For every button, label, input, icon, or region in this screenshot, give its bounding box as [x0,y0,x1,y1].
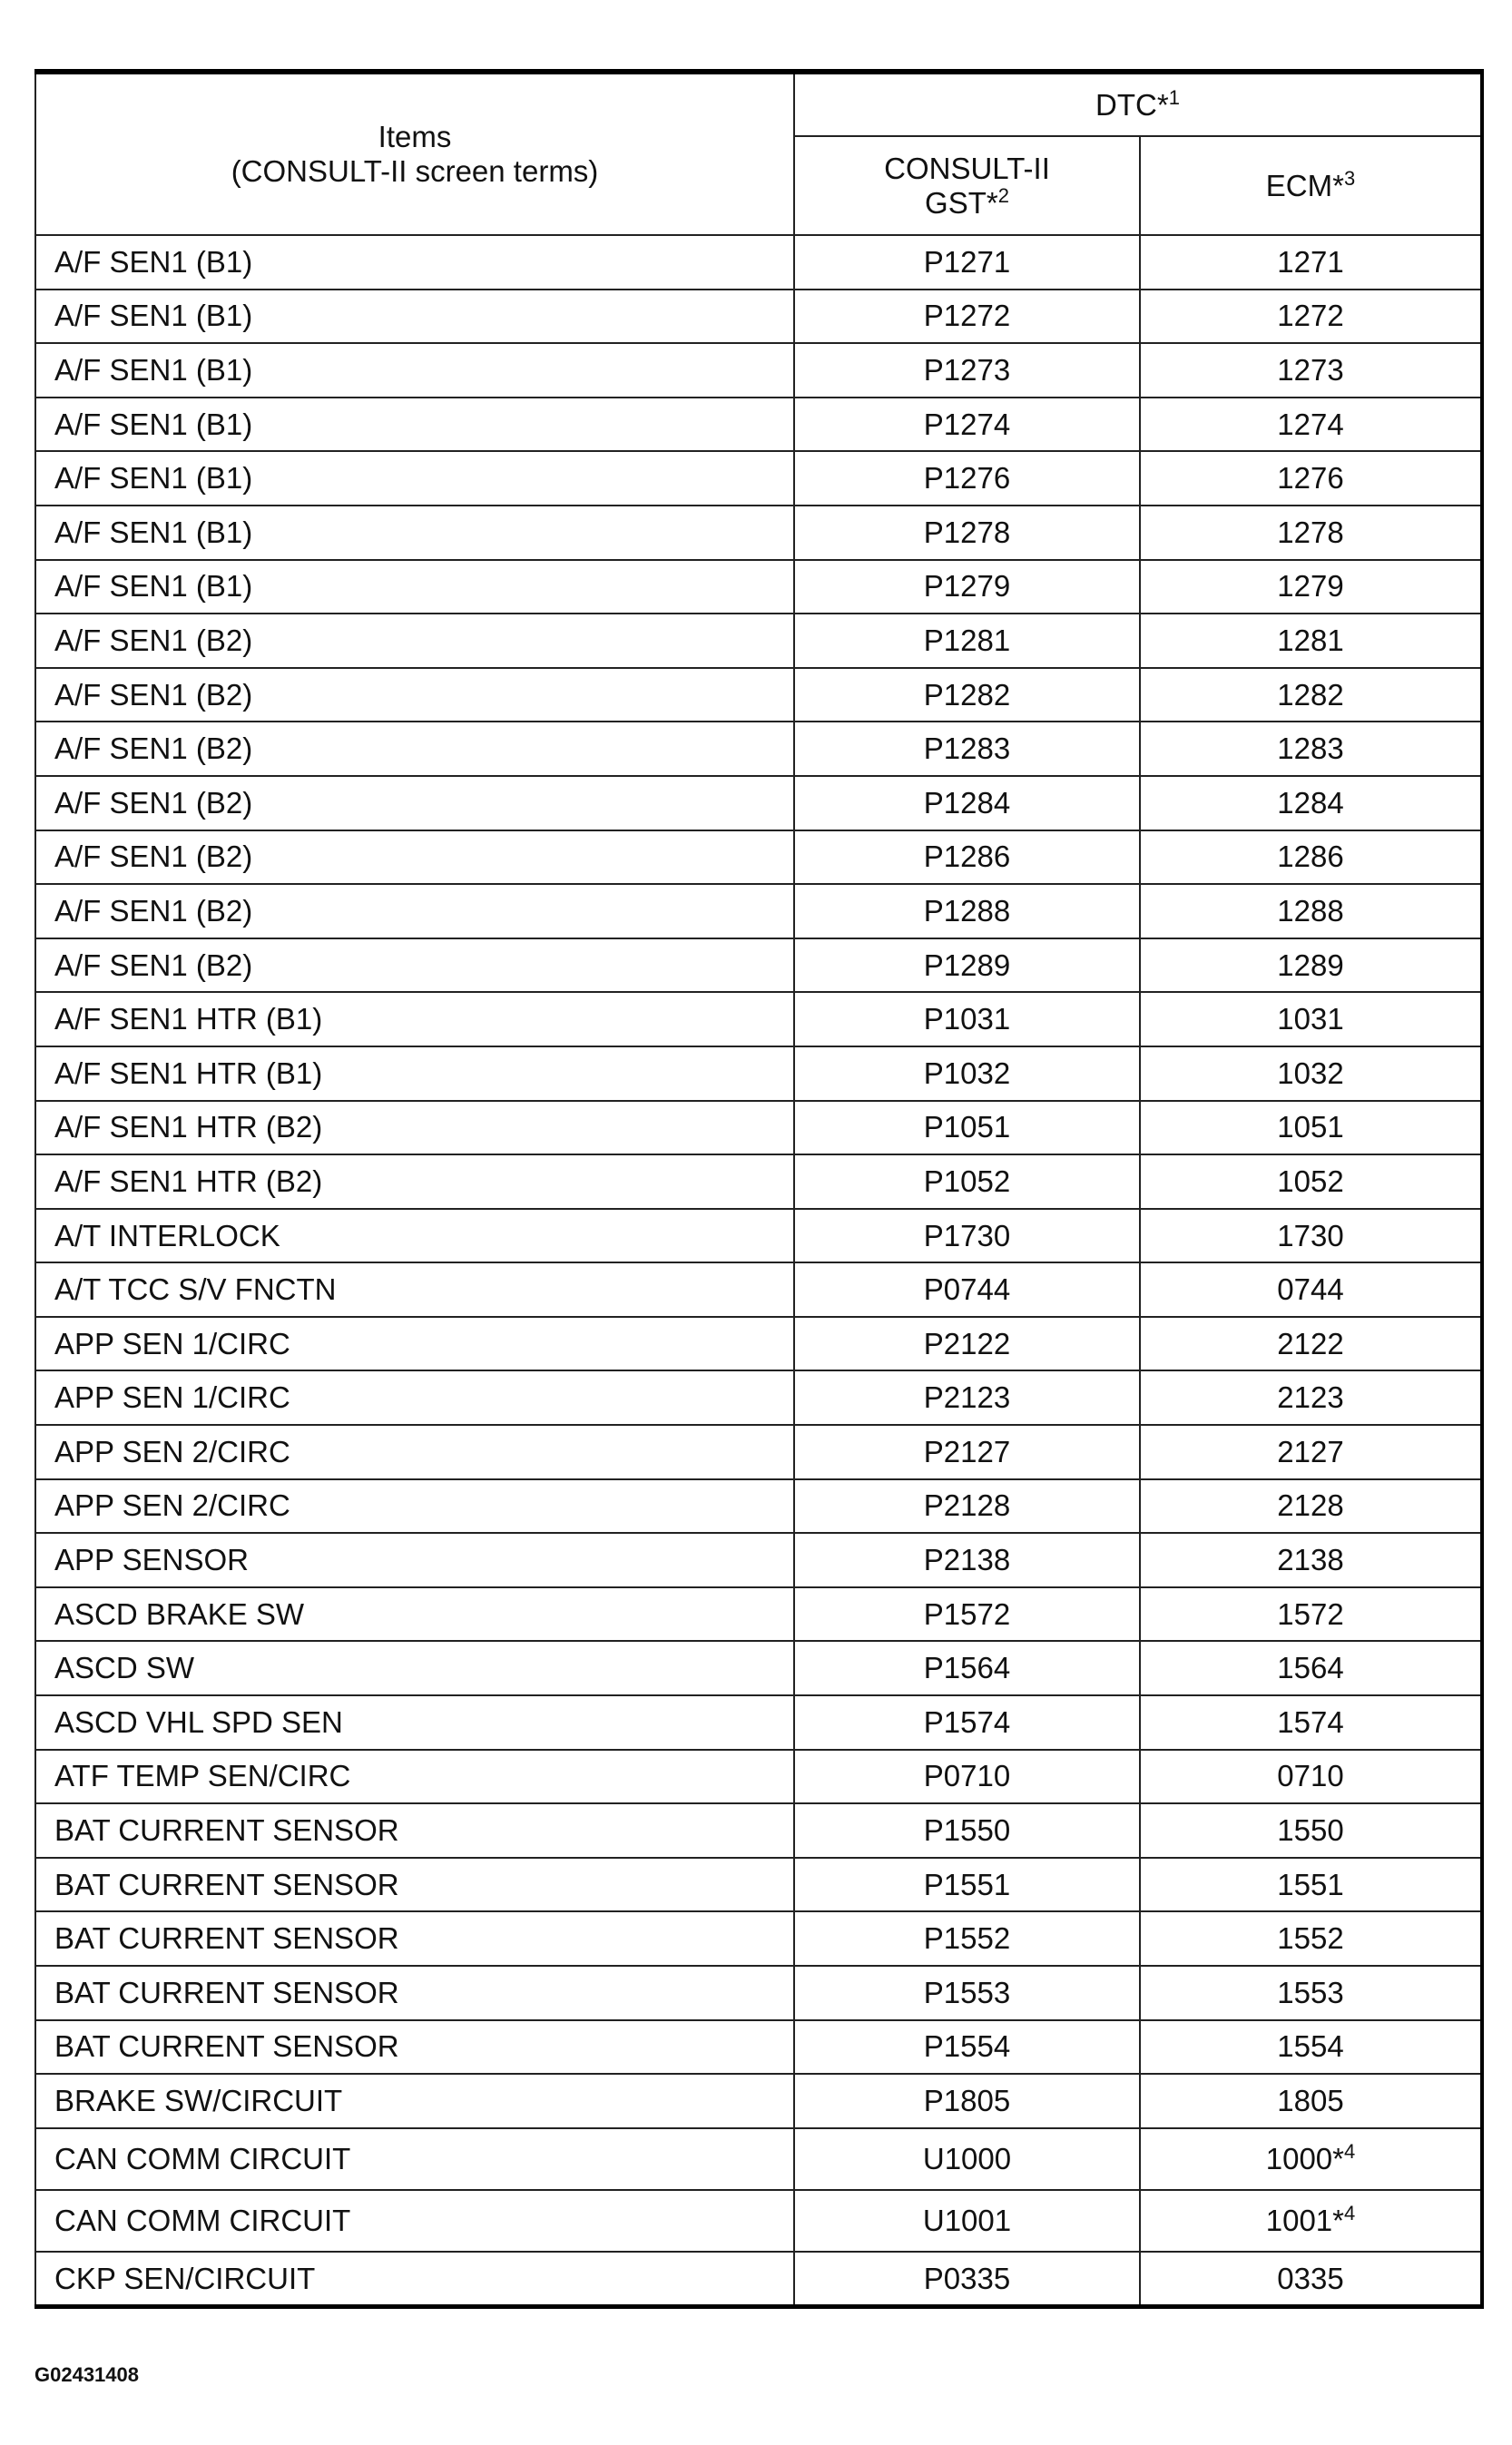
item-cell: APP SEN 2/CIRC [35,1479,794,1534]
table-row [35,2020,1482,2075]
table-row [35,614,1482,668]
ecm-code-cell [1140,1425,1482,1479]
ecm-code-cell [1140,1966,1482,2020]
consult-gst-code-cell: P1574 [794,1695,1140,1750]
ecm-code-cell [1140,1695,1482,1750]
ecm-code: 1289 [1277,948,1344,982]
ecm-code-cell [1140,1858,1482,1912]
dtc-header-label: DTC* [1095,87,1169,122]
table-row [35,1803,1482,1858]
ecm-code: 1031 [1277,1002,1344,1036]
figure-id: G02431408 [34,2363,139,2386]
table-body [35,235,1482,2307]
item-cell: APP SEN 1/CIRC [35,1317,794,1371]
table-row [35,2074,1482,2128]
consult-gst-code-cell: P1284 [794,776,1140,830]
ecm-code: 1730 [1277,1218,1344,1252]
ecm-code: 1550 [1277,1813,1344,1848]
item-cell: A/F SEN1 (B2) [35,614,794,668]
item-cell: A/F SEN1 (B1) [35,451,794,506]
ecm-code: 0744 [1277,1272,1344,1307]
item-cell: A/F SEN1 HTR (B1) [35,1046,794,1101]
dtc-column-header [794,72,1482,136]
ecm-code-cell [1140,1641,1482,1695]
ecm-code: 0710 [1277,1759,1344,1793]
consult-gst-code-cell: P1805 [794,2074,1140,2128]
item-cell: BAT CURRENT SENSOR [35,1858,794,1912]
consult-gst-code-cell: P1052 [794,1154,1140,1209]
item-cell: A/F SEN1 (B1) [35,560,794,614]
table-row [35,1425,1482,1479]
ecm-code-cell [1140,398,1482,452]
table-row [35,776,1482,830]
ecm-code: 1283 [1277,732,1344,766]
ecm-code: 1574 [1277,1704,1344,1739]
ecm-code-cell [1140,668,1482,722]
ecm-code: 1276 [1277,461,1344,496]
item-cell: A/T TCC S/V FNCTN [35,1262,794,1317]
ecm-code: 1284 [1277,785,1344,820]
table-header [35,72,1482,235]
ecm-code-cell [1140,776,1482,830]
ecm-code-cell [1140,938,1482,993]
consult-gst-code-cell: P2122 [794,1317,1140,1371]
table-row [35,1317,1482,1371]
consult-gst-code-cell: P1051 [794,1101,1140,1155]
ecm-code: 1278 [1277,515,1344,549]
ecm-code-cell [1140,1046,1482,1101]
consult-gst-code-cell: P1282 [794,668,1140,722]
ecm-code-cell [1140,560,1482,614]
table-row [35,2190,1482,2252]
ecm-code: 1274 [1277,407,1344,441]
ecm-code: 2138 [1277,1543,1344,1577]
ecm-code: 1572 [1277,1596,1344,1631]
ecm-code-cell [1140,722,1482,776]
ecm-code-cell [1140,451,1482,506]
items-column-header [35,72,794,235]
table-row [35,722,1482,776]
ecm-code: 2123 [1277,1380,1344,1415]
consult-gst-code-cell: P1554 [794,2020,1140,2075]
table-row [35,1587,1482,1642]
item-cell: A/F SEN1 (B1) [35,343,794,398]
ecm-code-cell [1140,1911,1482,1966]
ecm-code-footnote-mark: 4 [1344,2201,1356,2224]
ecm-code: 1271 [1277,244,1344,279]
dtc-table-container [34,69,1481,2309]
table-row [35,1911,1482,1966]
item-cell: A/F SEN1 (B2) [35,884,794,938]
consult-gst-code-cell: P1288 [794,884,1140,938]
table-row [35,1858,1482,1912]
consult-gst-code-cell: P1552 [794,1911,1140,1966]
item-cell: A/F SEN1 (B2) [35,722,794,776]
consult-gst-code-cell: P1572 [794,1587,1140,1642]
ecm-code-cell [1140,506,1482,560]
item-cell: A/F SEN1 (B2) [35,776,794,830]
table-row [35,1641,1482,1695]
ecm-code-cell [1140,1154,1482,1209]
ecm-code: 1805 [1277,2084,1344,2118]
item-cell: BRAKE SW/CIRCUIT [35,2074,794,2128]
ecm-code-cell [1140,614,1482,668]
table-row [35,1046,1482,1101]
ecm-code-cell [1140,1317,1482,1371]
ecm-code-cell [1140,1370,1482,1425]
ecm-code: 0335 [1277,2261,1344,2295]
ecm-code: 1281 [1277,623,1344,657]
item-cell: ASCD VHL SPD SEN [35,1695,794,1750]
ecm-code: 1564 [1277,1651,1344,1685]
ecm-code-cell [1140,2252,1482,2307]
consult-gst-code-cell: P1271 [794,235,1140,290]
ecm-code-cell [1140,2020,1482,2075]
ecm-code: 2122 [1277,1326,1344,1360]
dtc-footnote-mark: 1 [1168,85,1180,109]
ecm-code: 1554 [1277,2029,1344,2064]
ecm-code: 2127 [1277,1434,1344,1468]
consult-gst-code-cell: U1000 [794,2128,1140,2190]
ecm-code: 1286 [1277,840,1344,874]
table-row [35,560,1482,614]
consult-column-header [794,136,1140,235]
item-cell: A/F SEN1 (B1) [35,506,794,560]
ecm-code: 1000* [1265,2141,1345,2175]
ecm-code: 1272 [1277,299,1344,333]
ecm-code-cell [1140,1479,1482,1534]
consult-footnote-mark: 2 [997,183,1009,207]
item-cell: BAT CURRENT SENSOR [35,1803,794,1858]
item-cell: A/F SEN1 (B1) [35,235,794,290]
item-cell: CAN COMM CIRCUIT [35,2190,794,2252]
ecm-code: 1288 [1277,893,1344,928]
ecm-code-footnote-mark: 4 [1344,2139,1356,2163]
table-row [35,1154,1482,1209]
item-cell: A/T INTERLOCK [35,1209,794,1263]
ecm-code: 1273 [1277,353,1344,388]
consult-gst-code-cell: P1289 [794,938,1140,993]
ecm-column-header [1140,136,1482,235]
item-cell: APP SEN 1/CIRC [35,1370,794,1425]
items-header-line2: (CONSULT-II screen terms) [231,154,599,188]
item-cell: BAT CURRENT SENSOR [35,1911,794,1966]
table-row [35,290,1482,344]
consult-gst-code-cell: P1032 [794,1046,1140,1101]
consult-gst-code-cell: P1031 [794,992,1140,1046]
table-row [35,2128,1482,2190]
item-cell: APP SENSOR [35,1533,794,1587]
item-cell: BAT CURRENT SENSOR [35,1966,794,2020]
consult-gst-code-cell: P1274 [794,398,1140,452]
ecm-code-cell [1140,1587,1482,1642]
item-cell: A/F SEN1 HTR (B2) [35,1154,794,1209]
ecm-code: 1051 [1277,1110,1344,1144]
item-cell: A/F SEN1 HTR (B2) [35,1101,794,1155]
table-row [35,1209,1482,1263]
ecm-code-cell [1140,2128,1482,2190]
table-row [35,884,1482,938]
consult-header-line1: CONSULT-II [884,151,1050,185]
consult-gst-code-cell: P1564 [794,1641,1140,1695]
table-row [35,1370,1482,1425]
consult-gst-code-cell: U1001 [794,2190,1140,2252]
table-row [35,1101,1482,1155]
consult-gst-code-cell: P2127 [794,1425,1140,1479]
ecm-code-cell [1140,2190,1482,2252]
ecm-header-label: ECM* [1265,168,1344,202]
consult-gst-code-cell: P0335 [794,2252,1140,2307]
table-row [35,1966,1482,2020]
table-row [35,506,1482,560]
ecm-footnote-mark: 3 [1343,166,1356,190]
table-row [35,235,1482,290]
ecm-code: 1551 [1277,1867,1344,1901]
table-row [35,1479,1482,1534]
ecm-code-cell [1140,290,1482,344]
ecm-code: 1052 [1277,1164,1344,1198]
table-row [35,1750,1482,1804]
consult-gst-code-cell: P1283 [794,722,1140,776]
ecm-code-cell [1140,1803,1482,1858]
consult-gst-code-cell: P0744 [794,1262,1140,1317]
item-cell: APP SEN 2/CIRC [35,1425,794,1479]
consult-gst-code-cell: P0710 [794,1750,1140,1804]
ecm-code-cell [1140,1262,1482,1317]
table-row [35,1262,1482,1317]
item-cell: CAN COMM CIRCUIT [35,2128,794,2190]
table-row [35,2252,1482,2307]
table-row [35,992,1482,1046]
ecm-code: 1552 [1277,1921,1344,1956]
consult-gst-code-cell: P1281 [794,614,1140,668]
ecm-code-cell [1140,992,1482,1046]
item-cell: CKP SEN/CIRCUIT [35,2252,794,2307]
table-row [35,1695,1482,1750]
item-cell: A/F SEN1 (B2) [35,668,794,722]
item-cell: BAT CURRENT SENSOR [35,2020,794,2075]
ecm-code-cell [1140,1101,1482,1155]
table-row [35,398,1482,452]
item-cell: ATF TEMP SEN/CIRC [35,1750,794,1804]
consult-gst-code-cell: P1553 [794,1966,1140,2020]
consult-header-line2: GST* [925,185,998,220]
ecm-code-cell [1140,884,1482,938]
ecm-code-cell [1140,2074,1482,2128]
consult-gst-code-cell: P1279 [794,560,1140,614]
table-row [35,343,1482,398]
table-row [35,1533,1482,1587]
consult-gst-code-cell: P2128 [794,1479,1140,1534]
item-cell: A/F SEN1 HTR (B1) [35,992,794,1046]
item-cell: A/F SEN1 (B1) [35,398,794,452]
consult-gst-code-cell: P2138 [794,1533,1140,1587]
ecm-code: 1279 [1277,569,1344,604]
consult-gst-code-cell: P1276 [794,451,1140,506]
consult-gst-code-cell: P1550 [794,1803,1140,1858]
item-cell: ASCD BRAKE SW [35,1587,794,1642]
ecm-code: 1553 [1277,1975,1344,2009]
table-row [35,830,1482,885]
ecm-code-cell [1140,343,1482,398]
ecm-code-cell [1140,830,1482,885]
ecm-code-cell [1140,1750,1482,1804]
consult-gst-code-cell: P1730 [794,1209,1140,1263]
ecm-code: 2128 [1277,1488,1344,1523]
consult-gst-code-cell: P1551 [794,1858,1140,1912]
ecm-code-cell [1140,235,1482,290]
table-row [35,938,1482,993]
ecm-code-cell [1140,1209,1482,1263]
item-cell: ASCD SW [35,1641,794,1695]
item-cell: A/F SEN1 (B1) [35,290,794,344]
ecm-code-cell [1140,1533,1482,1587]
consult-gst-code-cell: P1286 [794,830,1140,885]
item-cell: A/F SEN1 (B2) [35,830,794,885]
consult-gst-code-cell: P1273 [794,343,1140,398]
items-header-line1: Items [378,120,452,154]
table-row [35,668,1482,722]
consult-gst-code-cell: P1278 [794,506,1140,560]
ecm-code: 1282 [1277,677,1344,712]
table-row [35,451,1482,506]
dtc-table [34,69,1484,2309]
ecm-code: 1001* [1265,2203,1345,2237]
item-cell: A/F SEN1 (B2) [35,938,794,993]
ecm-code: 1032 [1277,1056,1344,1090]
consult-gst-code-cell: P2123 [794,1370,1140,1425]
consult-gst-code-cell: P1272 [794,290,1140,344]
